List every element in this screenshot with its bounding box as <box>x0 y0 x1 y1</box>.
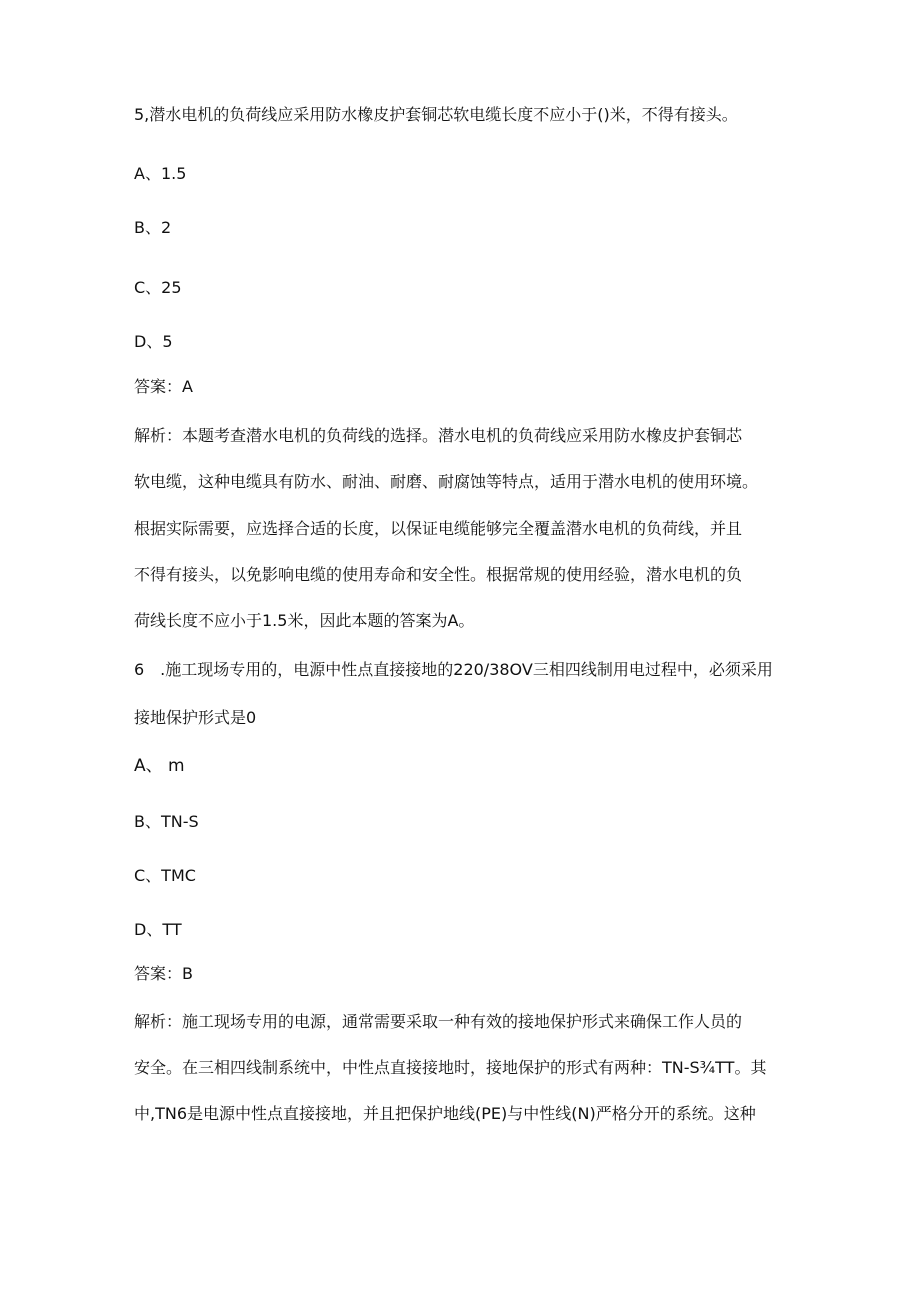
q5-answer: 答案：A <box>134 377 193 396</box>
q6-answer: 答案：B <box>134 964 193 983</box>
question-5-text: 5,潜水电机的负荷线应采用防水橡皮护套铜芯软电缆长度不应小于()米，不得有接头。 <box>134 105 738 124</box>
q5-analysis-line: 解析：本题考查潜水电机的负荷线的选择。潜水电机的负荷线应采用防水橡皮护套铜芯 <box>134 426 743 445</box>
question-6-text: 接地保护形式是0 <box>134 708 257 727</box>
q5-option-c: C、25 <box>134 278 182 297</box>
q6-option-d: D、TT <box>134 920 182 939</box>
q6-option-a: A、 m <box>134 756 185 776</box>
q5-analysis-line: 荷线长度不应小于1.5米，因此本题的答案为A。 <box>134 611 475 630</box>
q5-option-a: A、1.5 <box>134 164 187 183</box>
q6-analysis-line: 中,TN6是电源中性点直接接地，并且把保护地线(PE)与中性线(N)严格分开的系统。这种 <box>134 1104 756 1123</box>
q5-analysis-line: 不得有接头，以免影响电缆的使用寿命和安全性。根据常规的使用经验，潜水电机的负 <box>134 565 743 584</box>
q6-option-c: C、TMC <box>134 866 196 885</box>
q6-analysis-line: 安全。在三相四线制系统中，中性点直接接地时，接地保护的形式有两种：TN-S¾TT。其 <box>134 1058 767 1077</box>
question-6-text: 6 .施工现场专用的，电源中性点直接接地的220/38OV三相四线制用电过程中，必须采用 <box>134 660 773 679</box>
q5-option-d: D、5 <box>134 332 173 351</box>
q5-analysis-line: 根据实际需要，应选择合适的长度，以保证电缆能够完全覆盖潜水电机的负荷线，并且 <box>134 519 743 538</box>
q6-analysis-line: 解析：施工现场专用的电源，通常需要采取一种有效的接地保护形式来确保工作人员的 <box>134 1012 743 1031</box>
q5-option-b: B、2 <box>134 218 172 237</box>
q6-option-b: B、TN-S <box>134 812 199 831</box>
q5-analysis-line: 软电缆，这种电缆具有防水、耐油、耐磨、耐腐蚀等特点，适用于潜水电机的使用环境。 <box>134 472 759 491</box>
